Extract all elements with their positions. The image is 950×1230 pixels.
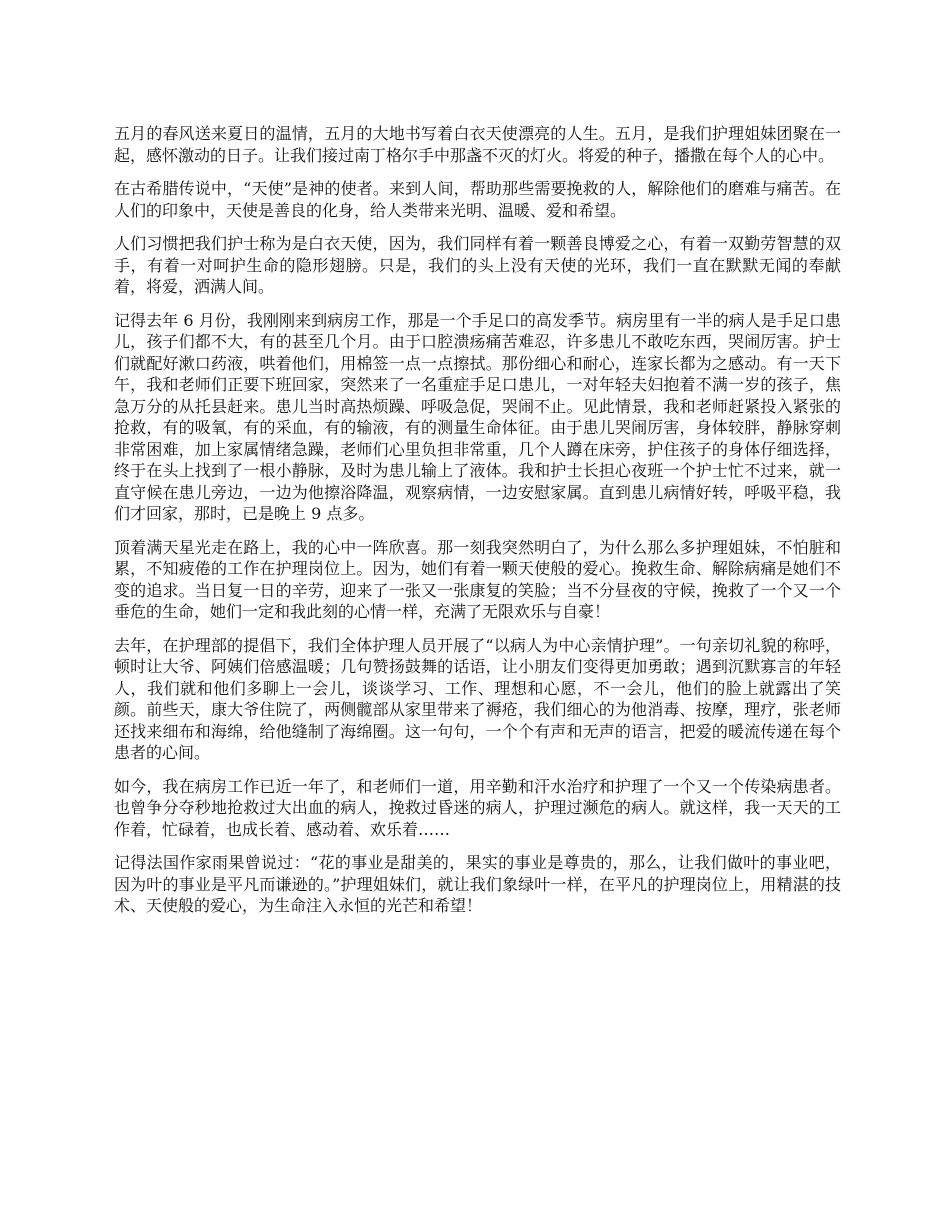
paragraph-5: 顶着满天星光走在路上，我的心中一阵欣喜。那一刻我突然明白了，为什么那么多护理姐妹，不怕脏和累，不知疲倦的工作在护理岗位上。因为，她们有着一颗天使般的爱心。挽救生命、解除病痛是她们不变的追求。当日复一日的辛劳，迎来了一张又一张康复的笑脸；当不分昼夜的守候，挽救了一个又一个垂危的生命，她们一定和我此刻的心情一样，充满了无限欢乐与自豪！ bbox=[114, 537, 841, 621]
paragraph-6: 去年，在护理部的提倡下，我们全体护理人员开展了“以病人为中心亲情护理”。一句亲切礼貌的称呼，顿时让大爷、阿姨们倍感温暖；几句赞扬鼓舞的话语，让小朋友们变得更加勇敢；遇到沉默寡言的年轻人，我们就和他们多聊上一会儿，谈谈学习、工作、理想和心愿，不一会儿，他们的脸上就露出了笑颜。前些天，康大爷住院了，两侧髋部从家里带来了褥疮，我们细心的为他消毒、按摩，理疗，张老师还找来细布和海绵，给他缝制了海绵圈。这一句句，一个个有声和无声的语言，把爱的暖流传递在每个患者的心间。 bbox=[114, 635, 841, 762]
paragraph-2: 在古希腊传说中，“天使”是神的使者。来到人间，帮助那些需要挽救的人，解除他们的磨难与痛苦。在人们的印象中，天使是善良的化身，给人类带来光明、温暖、爱和希望。 bbox=[114, 179, 841, 220]
paragraph-8: 记得法国作家雨果曾说过：“花的事业是甜美的，果实的事业是尊贵的，那么，让我们做叶的事业吧，因为叶的事业是平凡而谦逊的。”护理姐妹们，就让我们象绿叶一样，在平凡的护理岗位上，用精湛的技术、天使般的爱心，为生命注入永恒的光芒和希望！ bbox=[114, 853, 841, 915]
document-body bbox=[114, 123, 841, 929]
paragraph-1: 五月的春风送来夏日的温情，五月的大地书写着白衣天使漂亮的人生。五月，是我们护理姐妹团聚在一起，感怀激动的日子。让我们接过南丁格尔手中那盏不灭的灯火。将爱的种子，播撒在每个人的心中。 bbox=[114, 124, 841, 165]
paragraph-7: 如今，我在病房工作已近一年了，和老师们一道，用辛勤和汗水治疗和护理了一个又一个传染病患者。也曾争分夺秒地抢救过大出血的病人，挽救过昏迷的病人，护理过濒危的病人。就这样，我一天天的工作着，忙碌着，也成长着、感动着、欢乐着…… bbox=[114, 776, 841, 839]
paragraph-3: 人们习惯把我们护士称为是白衣天使，因为，我们同样有着一颗善良博爱之心，有着一双勤劳智慧的双手，有着一对呵护生命的隐形翅膀。只是，我们的头上没有天使的光环，我们一直在默默无闻的奉献着，将爱，洒满人间。 bbox=[114, 234, 841, 296]
paragraph-4: 记得去年 6 月份，我刚刚来到病房工作，那是一个手足口的高发季节。病房里有一半的病人是手足口患儿，孩子们都不大，有的甚至几个月。由于口腔溃疡痛苦难忍，许多患儿不敢吃东西，哭闹厉害。护士们就配好漱口药液，哄着他们，用棉签一点一点擦拭。那份细心和耐心，连家长都为之感动。有一天下午，我和老师们正要下班回家，突然来了一名重症手足口患儿，一对年轻夫妇抱着不满一岁的孩子，焦急万分的从托县赶来。患儿当时高热烦躁、呼吸急促，哭闹不止。见此情景，我和老师赶紧投入紧张的抢救，有的吸氧，有的采血，有的输液，有的测量生命体征。由于患儿哭闹厉害，身体较胖，静脉穿刺非常困难，加上家属情绪急躁，老师们心里负担非常重，几个人蹲在床旁，护住孩子的身体仔细选择，终于在头上找到了一根小静脉，及时为患儿输上了液体。我和护士长担心夜班一个护士忙不过来，就一直守候在患儿旁边，一边为他擦浴降温，观察病情，一边安慰家属。直到患儿病情好转，呼吸平稳，我们才回家，那时，已是晚上 9 点多。 bbox=[114, 310, 841, 523]
